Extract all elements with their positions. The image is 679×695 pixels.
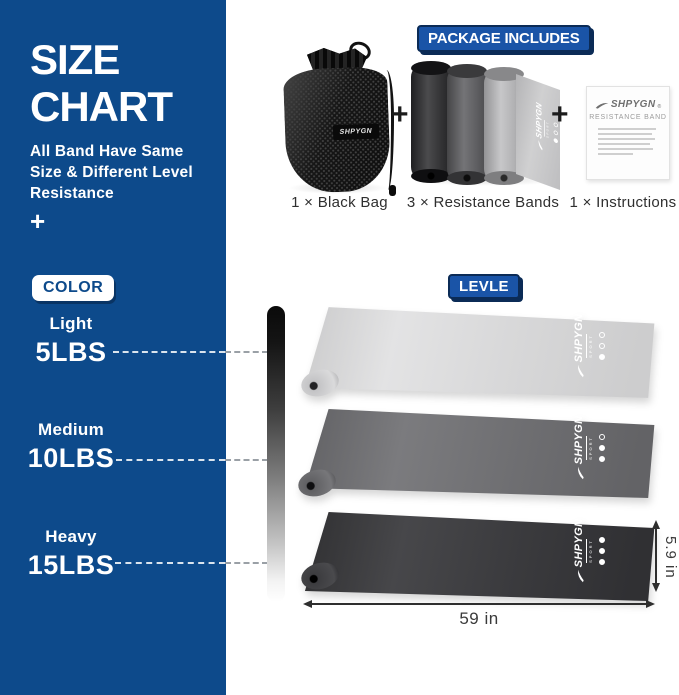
bag-brand-label: SHPYGN (333, 124, 379, 141)
instructions-card (586, 86, 670, 180)
size-chart-panel (0, 0, 226, 695)
rolled-band-heavy (411, 64, 451, 180)
level-name: Medium (37, 420, 105, 439)
band-logo: SHPYGN SPORT (573, 528, 605, 574)
caption-black-bag: 1 × Black Bag (291, 194, 388, 211)
unrolled-band-flap (516, 74, 560, 190)
level-dots (599, 434, 605, 462)
level-light (15, 314, 127, 368)
instructions-text-lines (598, 128, 659, 158)
registered-mark: ® (657, 104, 662, 110)
black-bag-photo (283, 44, 395, 194)
logo-swoosh-icon (595, 101, 609, 110)
package-includes-badge: PACKAGE INCLUDES (417, 25, 591, 52)
band-logo: SHPYGN SPORT (535, 102, 558, 157)
level-name: Light (49, 314, 93, 333)
connector-medium (116, 459, 225, 461)
logo-swoosh-icon (537, 139, 543, 151)
title-line-1: SIZE (30, 36, 120, 83)
plus-mark: + (551, 98, 569, 131)
resistance-gradient-bar (267, 306, 285, 602)
level-dots (599, 537, 605, 565)
band-heavy-photo (294, 505, 658, 605)
height-dimension-label: 5.9 in (662, 535, 679, 579)
page-title (30, 36, 172, 130)
height-dimension-arrow (655, 520, 657, 592)
band-light-photo (294, 300, 658, 402)
caption-instructions: 1 × Instructions (569, 194, 677, 211)
bag-body (283, 66, 391, 194)
subtitle (30, 141, 193, 204)
instructions-title: RESISTANCE BAND (589, 114, 667, 121)
width-dimension-label: 59 in (459, 609, 499, 628)
level-badge: LEVLE (448, 274, 520, 299)
connector-heavy-outer (225, 562, 268, 564)
level-weight: 15LBS (27, 550, 115, 580)
logo-swoosh-icon (576, 466, 585, 480)
title-line-2: CHART (30, 83, 172, 130)
connector-medium-outer (225, 459, 268, 461)
logo-swoosh-icon (576, 364, 585, 378)
level-weight: 10LBS (27, 443, 115, 473)
rolled-band-medium (447, 67, 487, 182)
subtitle-line-3: Resistance (30, 185, 114, 202)
caption-resistance-bands: 3 × Resistance Bands (406, 194, 560, 211)
connector-heavy (115, 562, 225, 564)
band-logo: SHPYGN SPORT (573, 323, 605, 369)
band-logo: SHPYGN SPORT (573, 425, 605, 471)
level-weight: 5LBS (35, 337, 107, 367)
logo-swoosh-icon (576, 569, 585, 583)
color-badge: COLOR (32, 275, 114, 301)
band-medium-photo (294, 402, 658, 502)
subtitle-line-1: All Band Have Same (30, 143, 184, 160)
connector-light-outer (225, 351, 268, 353)
connector-light (113, 351, 225, 353)
level-dots (599, 332, 605, 360)
plus-mark: + (30, 206, 46, 236)
level-medium (15, 420, 127, 474)
level-heavy (15, 527, 127, 581)
subtitle-line-2: Size & Different Level (30, 164, 193, 181)
plus-mark: + (391, 98, 409, 131)
level-name: Heavy (45, 527, 97, 546)
instructions-logo: SHPYGN ® (595, 99, 661, 110)
width-dimension-arrow (303, 603, 655, 605)
